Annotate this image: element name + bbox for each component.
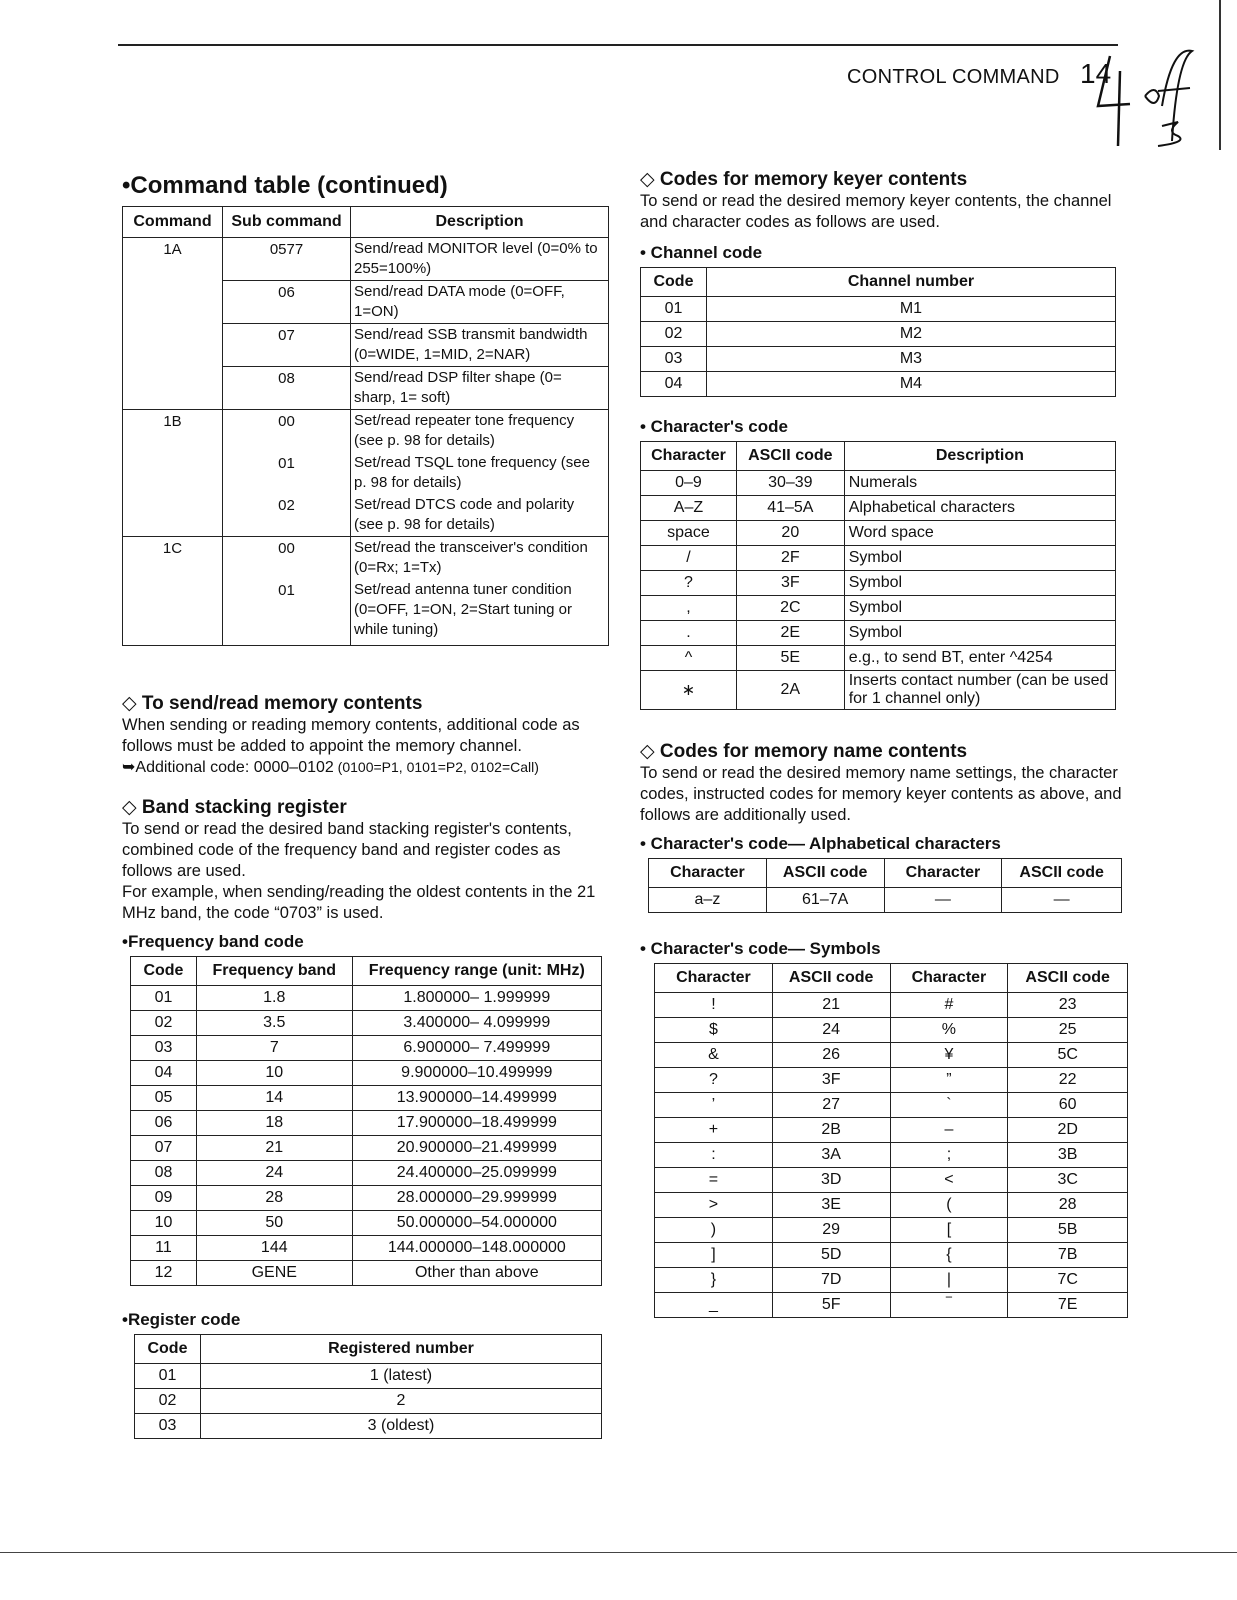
table-cell: 04 — [131, 1061, 197, 1086]
subcommand-cell: 07 — [223, 324, 351, 367]
table-cell: # — [890, 993, 1008, 1018]
column-header: Code — [131, 957, 197, 986]
table-cell: M4 — [706, 372, 1115, 397]
table-cell: [ — [890, 1218, 1008, 1243]
table-cell: 7D — [772, 1268, 890, 1293]
table-row — [131, 1186, 602, 1211]
table-cell: 21 — [772, 993, 890, 1018]
table-cell: ¥ — [890, 1043, 1008, 1068]
table-cell: 26 — [772, 1043, 890, 1068]
command-table — [122, 206, 609, 646]
column-header: ASCII code — [766, 859, 884, 888]
table-cell: 1 (latest) — [200, 1364, 601, 1389]
subcommand-cell: 00 — [223, 537, 351, 580]
table-cell: > — [655, 1193, 773, 1218]
table-cell: 41–5A — [736, 496, 844, 521]
table-cell: 07 — [131, 1136, 197, 1161]
table-row — [131, 1036, 602, 1061]
table-row — [649, 888, 1122, 913]
description-cell: Set/read the transceiver's condition (0=Rx; 1=Tx) — [351, 537, 609, 580]
table-cell: 3.400000– 4.099999 — [352, 1011, 601, 1036]
table-cell: Word space — [844, 521, 1115, 546]
table-cell: 2E — [736, 621, 844, 646]
table-row — [641, 596, 1116, 621]
table-cell: < — [890, 1168, 1008, 1193]
table-row — [131, 1136, 602, 1161]
table-cell: 03 — [135, 1414, 201, 1439]
frequency-band-title: •Frequency band code — [122, 932, 304, 951]
column-header: Character — [641, 442, 737, 471]
right-column — [640, 168, 1130, 1318]
description-cell: Send/read DATA mode (0=OFF, 1=ON) — [351, 281, 609, 324]
table-cell: Other than above — [352, 1261, 601, 1286]
table-cell: 24 — [772, 1018, 890, 1043]
column-header: Character — [655, 964, 773, 993]
table-row — [641, 297, 1116, 322]
column-header: Code — [135, 1335, 201, 1364]
table-cell: ^ — [641, 646, 737, 671]
table-row — [655, 1018, 1128, 1043]
table-cell: M2 — [706, 322, 1115, 347]
table-cell: 24 — [196, 1161, 352, 1186]
table-cell: 03 — [131, 1036, 197, 1061]
character-code-table — [640, 441, 1116, 710]
table-cell: 02 — [131, 1011, 197, 1036]
page-number: 14 — [1080, 58, 1112, 89]
table-cell: 29 — [772, 1218, 890, 1243]
table-cell: 28 — [1008, 1193, 1128, 1218]
column-header: Character — [890, 964, 1008, 993]
table-cell: 2C — [736, 596, 844, 621]
table-cell: 23 — [1008, 993, 1128, 1018]
subcommand-cell: 08 — [223, 367, 351, 410]
table-cell: 144.000000–148.000000 — [352, 1236, 601, 1261]
table-row — [655, 1143, 1128, 1168]
table-row — [641, 521, 1116, 546]
table-cell: 5D — [772, 1243, 890, 1268]
table-row — [655, 1218, 1128, 1243]
table-row — [655, 1193, 1128, 1218]
table-cell: ∗ — [641, 671, 737, 710]
table-cell: 3C — [1008, 1168, 1128, 1193]
symbol-code-table — [654, 963, 1128, 1318]
table-cell: 30–39 — [736, 471, 844, 496]
table-cell: : — [655, 1143, 773, 1168]
table-cell: ” — [890, 1068, 1008, 1093]
handwritten-annotation — [1090, 26, 1200, 166]
memory-name-title: ◇ Codes for memory name contents — [640, 741, 968, 762]
register-code-table — [134, 1334, 602, 1439]
table-row — [641, 372, 1116, 397]
column-header: ASCII code — [1008, 964, 1128, 993]
memory-name-body: To send or read the desired memory name settings, the character codes, instructed codes for memory keyer contents as above, and follows are additionally used. — [640, 764, 1122, 824]
table-cell: M3 — [706, 347, 1115, 372]
table-cell: 02 — [641, 322, 707, 347]
table-row — [131, 986, 602, 1011]
table-row — [641, 322, 1116, 347]
table-row — [131, 1236, 602, 1261]
subcommand-cell: 01 — [223, 452, 351, 494]
column-header: Code — [641, 268, 707, 297]
table-cell: ? — [655, 1068, 773, 1093]
column-header: Description — [351, 207, 609, 238]
table-cell: 25 — [1008, 1018, 1128, 1043]
table-row — [655, 1243, 1128, 1268]
table-cell: 05 — [131, 1086, 197, 1111]
column-header: ASCII code — [1002, 859, 1122, 888]
table-cell: 0–9 — [641, 471, 737, 496]
table-cell: ‾ — [890, 1293, 1008, 1318]
character-code-title: • Character's code — [640, 417, 788, 436]
table-row — [131, 1011, 602, 1036]
table-row — [655, 1168, 1128, 1193]
table-cell: — — [1002, 888, 1122, 913]
table-cell: M1 — [706, 297, 1115, 322]
description-cell: Set/read antenna tuner condition (0=OFF, 1=ON, 2=Start tuning or while tuning) — [351, 579, 609, 646]
table-cell: 03 — [641, 347, 707, 372]
table-cell: 06 — [131, 1111, 197, 1136]
table-cell: ` — [890, 1093, 1008, 1118]
table-cell: 3.5 — [196, 1011, 352, 1036]
table-cell: = — [655, 1168, 773, 1193]
additional-code-note — [122, 757, 608, 778]
symbol-code-title: • Character's code— Symbols — [640, 939, 881, 958]
table-cell: & — [655, 1043, 773, 1068]
table-cell: 3F — [736, 571, 844, 596]
description-cell: Send/read MONITOR level (0=0% to 255=100%) — [351, 238, 609, 281]
subcommand-cell: 02 — [223, 494, 351, 537]
table-cell: Inserts contact number (can be used for 1 channel only) — [844, 671, 1115, 710]
bottom-rule — [0, 1552, 1237, 1553]
table-row — [641, 347, 1116, 372]
table-cell: 2B — [772, 1118, 890, 1143]
channel-code-title: • Channel code — [640, 243, 763, 262]
column-header: Channel number — [706, 268, 1115, 297]
table-row — [641, 621, 1116, 646]
table-cell: 3D — [772, 1168, 890, 1193]
table-cell: 1.800000– 1.999999 — [352, 986, 601, 1011]
additional-code-detail: (0100=P1, 0101=P2, 0102=Call) — [333, 759, 539, 775]
table-row — [655, 1118, 1128, 1143]
table-cell: 7C — [1008, 1268, 1128, 1293]
table-cell: 13.900000–14.499999 — [352, 1086, 601, 1111]
description-cell: Send/read SSB transmit bandwidth (0=WIDE, 1=MID, 2=NAR) — [351, 324, 609, 367]
column-header: Character — [884, 859, 1002, 888]
table-cell: 5C — [1008, 1043, 1128, 1068]
memory-keyer-body: To send or read the desired memory keyer contents, the channel and character codes as follows are used. — [640, 192, 1112, 231]
table-row — [655, 1068, 1128, 1093]
table-cell: , — [641, 596, 737, 621]
band-stacking-title: ◇ Band stacking register — [122, 797, 347, 818]
column-header: Description — [844, 442, 1115, 471]
table-cell: Alphabetical characters — [844, 496, 1115, 521]
table-cell: ! — [655, 993, 773, 1018]
table-cell: 1.8 — [196, 986, 352, 1011]
table-row — [123, 238, 609, 281]
column-header: Sub command — [223, 207, 351, 238]
table-cell: 10 — [131, 1211, 197, 1236]
table-row — [655, 1043, 1128, 1068]
table-cell: ) — [655, 1218, 773, 1243]
table-cell: 3 (oldest) — [200, 1414, 601, 1439]
table-row — [655, 993, 1128, 1018]
table-cell: 28.000000–29.999999 — [352, 1186, 601, 1211]
table-cell: 9.900000–10.499999 — [352, 1061, 601, 1086]
table-cell: a–z — [649, 888, 767, 913]
table-cell: 2D — [1008, 1118, 1128, 1143]
subcommand-cell: 06 — [223, 281, 351, 324]
table-cell: 20.900000–21.499999 — [352, 1136, 601, 1161]
table-cell: — — [884, 888, 1002, 913]
table-cell: % — [890, 1018, 1008, 1043]
table-cell: } — [655, 1268, 773, 1293]
table-cell: 50 — [196, 1211, 352, 1236]
table-cell: Numerals — [844, 471, 1115, 496]
table-cell: 50.000000–54.000000 — [352, 1211, 601, 1236]
column-header: Registered number — [200, 1335, 601, 1364]
top-rule — [118, 44, 1118, 46]
table-row — [655, 1293, 1128, 1318]
table-cell: A–Z — [641, 496, 737, 521]
table-cell: ( — [890, 1193, 1008, 1218]
table-row — [135, 1364, 602, 1389]
table-cell: 5E — [736, 646, 844, 671]
table-cell: . — [641, 621, 737, 646]
left-column — [122, 172, 608, 1439]
table-cell: 3F — [772, 1068, 890, 1093]
table-cell: 7B — [1008, 1243, 1128, 1268]
table-cell: 5F — [772, 1293, 890, 1318]
table-row — [135, 1414, 602, 1439]
table-row — [131, 1111, 602, 1136]
table-cell: – — [890, 1118, 1008, 1143]
table-row — [123, 537, 609, 580]
table-row — [131, 1061, 602, 1086]
table-cell: 2 — [200, 1389, 601, 1414]
table-cell: 20 — [736, 521, 844, 546]
table-cell: Symbol — [844, 621, 1115, 646]
column-header: ASCII code — [736, 442, 844, 471]
description-cell: Set/read repeater tone frequency (see p. 98 for details) — [351, 410, 609, 453]
table-row — [131, 1161, 602, 1186]
table-cell: | — [890, 1268, 1008, 1293]
table-cell: 01 — [135, 1364, 201, 1389]
table-cell: 2A — [736, 671, 844, 710]
table-cell: 01 — [131, 986, 197, 1011]
column-header: ASCII code — [772, 964, 890, 993]
table-cell: 7 — [196, 1036, 352, 1061]
table-cell: 08 — [131, 1161, 197, 1186]
description-cell: Set/read DTCS code and polarity (see p. 98 for details) — [351, 494, 609, 537]
table-row — [131, 1261, 602, 1286]
table-cell: 24.400000–25.099999 — [352, 1161, 601, 1186]
table-cell: 09 — [131, 1186, 197, 1211]
table-cell: 21 — [196, 1136, 352, 1161]
table-row — [135, 1389, 602, 1414]
table-cell: 28 — [196, 1186, 352, 1211]
table-row — [641, 646, 1116, 671]
table-cell: 10 — [196, 1061, 352, 1086]
table-row — [641, 496, 1116, 521]
band-stacking-example: For example, when sending/reading the oldest contents in the 21 MHz band, the code “0703” is used. — [122, 883, 596, 922]
description-cell: Set/read TSQL tone frequency (see p. 98 for details) — [351, 452, 609, 494]
additional-code-main: ➥Additional code: 0000–0102 — [122, 759, 334, 776]
table-cell: 3E — [772, 1193, 890, 1218]
memory-contents-body: When sending or reading memory contents, additional code as follows must be added to appoint the memory channel. — [122, 716, 580, 755]
table-cell: 144 — [196, 1236, 352, 1261]
table-cell: 11 — [131, 1236, 197, 1261]
memory-keyer-title: ◇ Codes for memory keyer contents — [640, 169, 968, 190]
table-row — [641, 571, 1116, 596]
table-cell: Symbol — [844, 596, 1115, 621]
table-cell: Symbol — [844, 546, 1115, 571]
table-row — [655, 1093, 1128, 1118]
register-code-title: •Register code — [122, 1310, 241, 1329]
table-cell: 22 — [1008, 1068, 1128, 1093]
table-cell: GENE — [196, 1261, 352, 1286]
table-cell: 01 — [641, 297, 707, 322]
command-cell: 1C — [123, 537, 223, 646]
table-cell: space — [641, 521, 737, 546]
frequency-band-table — [130, 956, 602, 1286]
table-row — [641, 546, 1116, 571]
column-header: Frequency range (unit: MHz) — [352, 957, 601, 986]
table-cell: + — [655, 1118, 773, 1143]
command-cell: 1A — [123, 238, 223, 410]
table-cell: 27 — [772, 1093, 890, 1118]
table-cell: 2F — [736, 546, 844, 571]
alpha-code-title: • Character's code— Alphabetical characters — [640, 834, 1001, 853]
table-cell: ’ — [655, 1093, 773, 1118]
subcommand-cell: 0577 — [223, 238, 351, 281]
table-cell: 3B — [1008, 1143, 1128, 1168]
table-row — [131, 1211, 602, 1236]
table-row — [655, 1268, 1128, 1293]
table-cell: ; — [890, 1143, 1008, 1168]
table-cell: 02 — [135, 1389, 201, 1414]
column-header: Command — [123, 207, 223, 238]
column-header: Frequency band — [196, 957, 352, 986]
table-cell: 3A — [772, 1143, 890, 1168]
alpha-code-table — [648, 858, 1122, 913]
table-row — [123, 410, 609, 453]
subcommand-cell: 01 — [223, 579, 351, 646]
table-cell: _ — [655, 1293, 773, 1318]
table-cell: { — [890, 1243, 1008, 1268]
table-cell: / — [641, 546, 737, 571]
table-cell: ? — [641, 571, 737, 596]
table-cell: 14 — [196, 1086, 352, 1111]
section-header: CONTROL COMMAND — [847, 66, 1060, 88]
subcommand-cell: 00 — [223, 410, 351, 453]
table-row — [641, 671, 1116, 710]
table-cell: 6.900000– 7.499999 — [352, 1036, 601, 1061]
description-cell: Send/read DSP filter shape (0= sharp, 1= soft) — [351, 367, 609, 410]
table-cell: $ — [655, 1018, 773, 1043]
column-header: Character — [649, 859, 767, 888]
table-cell: 12 — [131, 1261, 197, 1286]
memory-contents-title: ◇ To send/read memory contents — [122, 693, 423, 714]
table-cell: 5B — [1008, 1218, 1128, 1243]
channel-code-table — [640, 267, 1116, 397]
table-cell: 04 — [641, 372, 707, 397]
table-cell: e.g., to send BT, enter ^4254 — [844, 646, 1115, 671]
table-row — [131, 1086, 602, 1111]
table-cell: ] — [655, 1243, 773, 1268]
page-edge-mark — [1219, 0, 1221, 150]
table-row — [641, 471, 1116, 496]
command-table-title: •Command table (continued) — [122, 172, 448, 199]
table-cell: 61–7A — [766, 888, 884, 913]
table-cell: 18 — [196, 1111, 352, 1136]
table-cell: 60 — [1008, 1093, 1128, 1118]
table-cell: 17.900000–18.499999 — [352, 1111, 601, 1136]
table-cell: Symbol — [844, 571, 1115, 596]
command-cell: 1B — [123, 410, 223, 537]
band-stacking-body: To send or read the desired band stacking register's contents, combined code of the frequency band and register codes as follows are used. — [122, 820, 572, 880]
table-cell: 7E — [1008, 1293, 1128, 1318]
